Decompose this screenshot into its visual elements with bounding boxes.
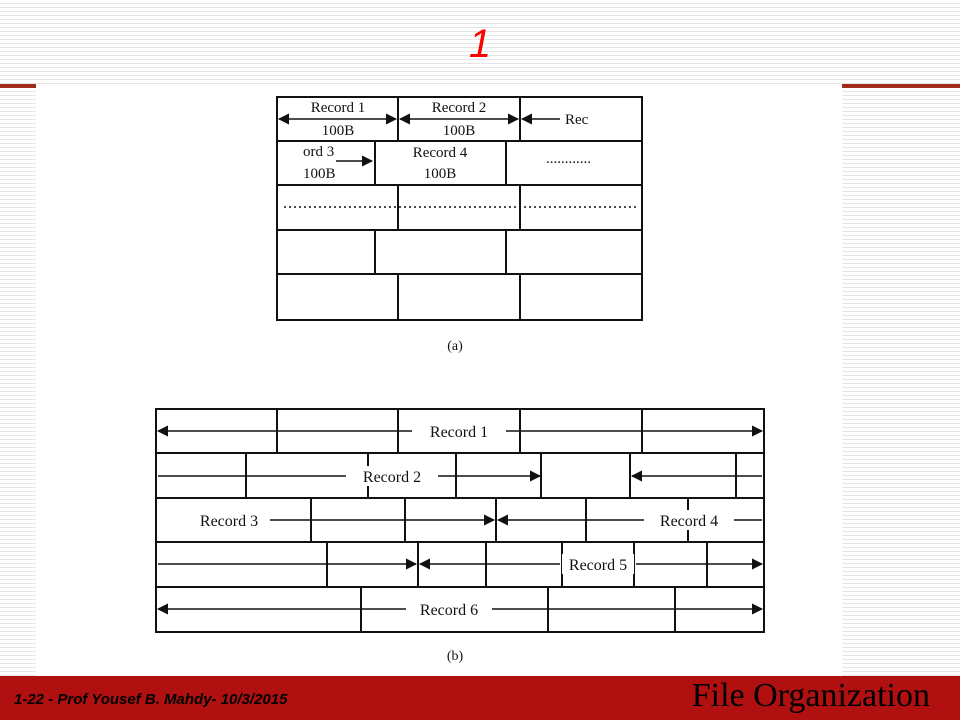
diagram-b-caption: (b) (446, 649, 464, 664)
diagram-b-record-5-label: Record 5 (568, 557, 628, 574)
diagram-a-record-4-label: Record 4 (412, 145, 468, 161)
slide-title: 1 (468, 22, 492, 66)
diagram-a-record-2-size: 100B (442, 123, 476, 139)
footer-topic: File Organization (691, 677, 930, 714)
footer-author-date: 1-22 - Prof Yousef B. Mahdy- 10/3/2015 (14, 691, 288, 708)
record-blocking-figure (36, 84, 842, 676)
diagram-a-record-1-label: Record 1 (310, 100, 366, 116)
title-rule-right (842, 84, 960, 88)
content-panel (36, 84, 842, 676)
diagram-a-record-1-size: 100B (321, 123, 355, 139)
diagram-a-dots: ............ (546, 151, 591, 167)
diagram-a-record-4-size: 100B (423, 166, 457, 182)
diagram-b-record-3-label: Record 3 (199, 513, 259, 530)
diagram-b-record-4-label: Record 4 (659, 513, 719, 530)
diagram-a-record-3-size: 100B (303, 166, 336, 182)
diagram-a-rec-label: Rec (565, 112, 589, 128)
diagram-a-record-2-label: Record 2 (431, 100, 487, 116)
diagram-a-ord3-label: ord 3 (303, 144, 335, 160)
diagram-a-labels (303, 100, 591, 354)
diagram-a-caption: (a) (447, 339, 463, 354)
diagram-b-record-6-label: Record 6 (419, 602, 479, 619)
title-rule-left (0, 84, 36, 88)
diagram-b-record-2-label: Record 2 (362, 469, 422, 486)
diagram-b-record-1-label: Record 1 (429, 424, 489, 441)
